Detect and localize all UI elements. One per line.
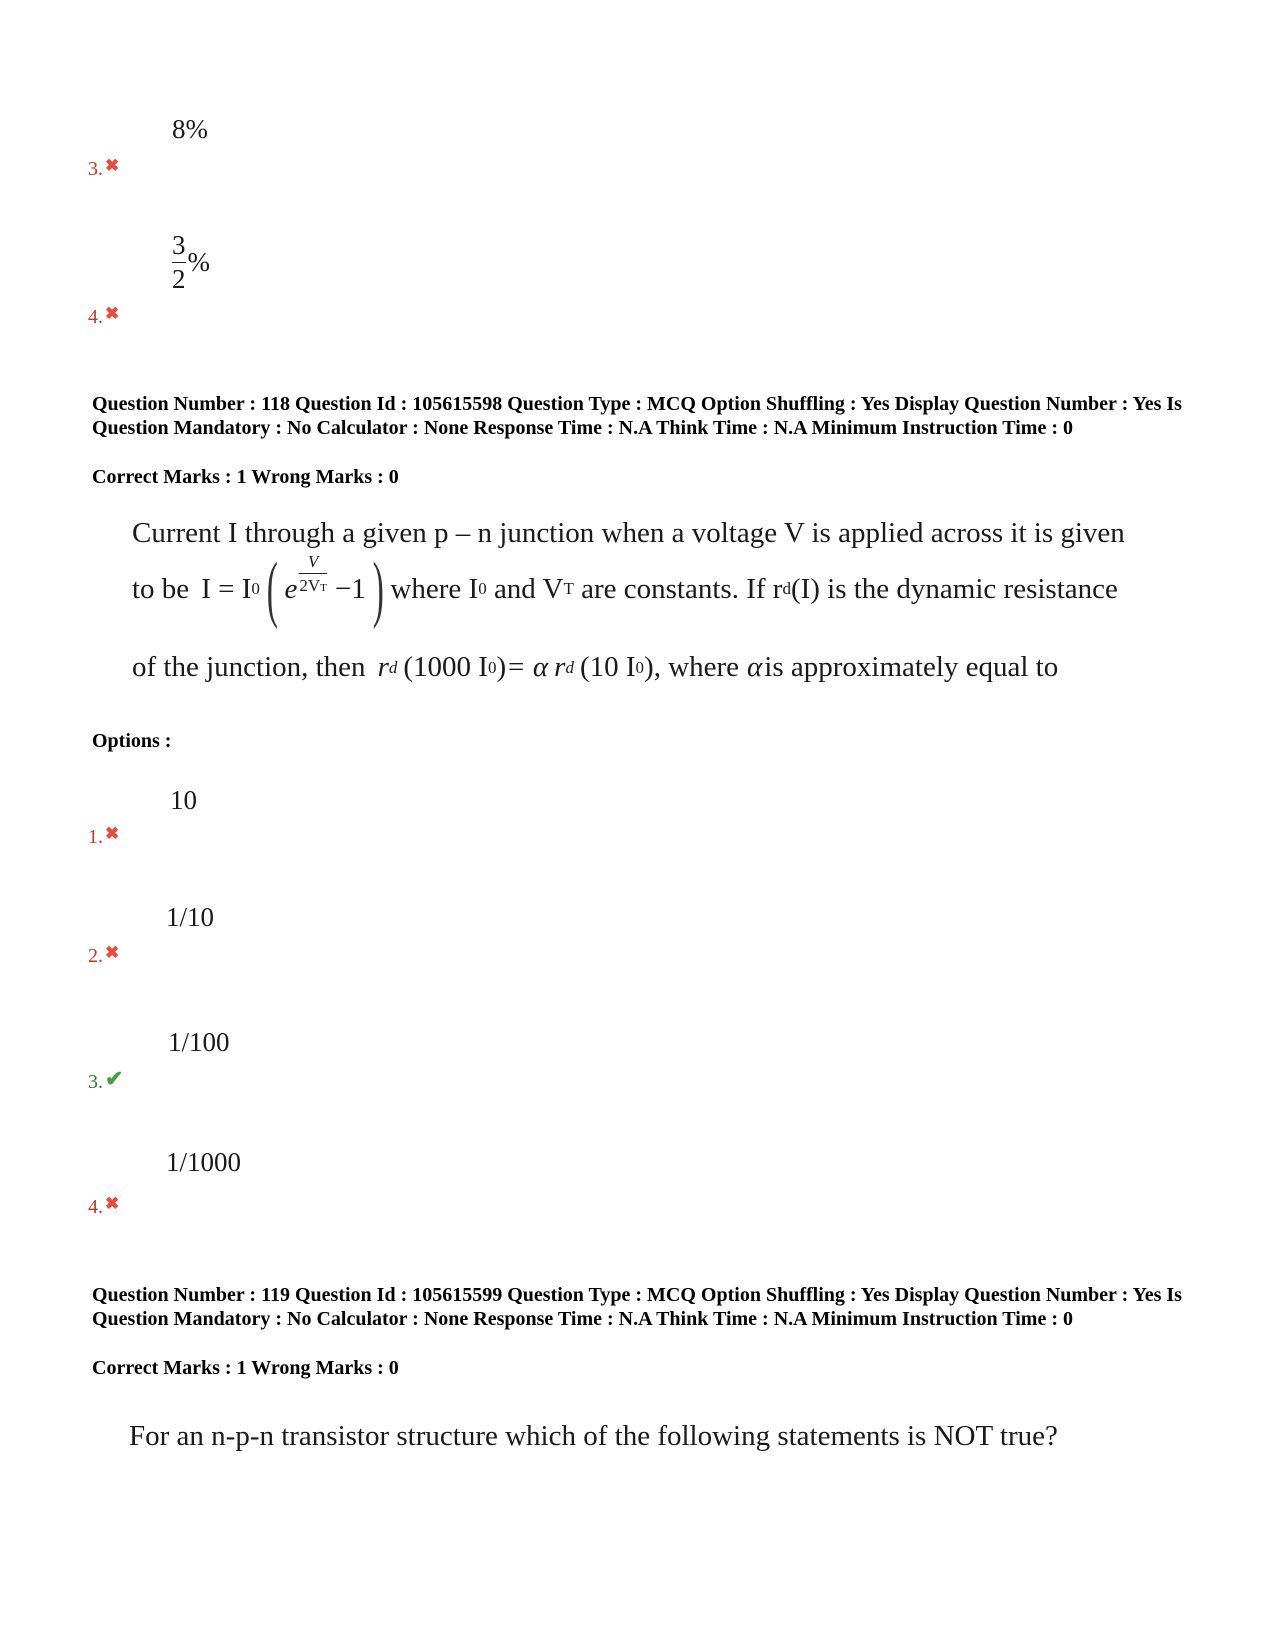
subscript: d xyxy=(782,579,791,598)
q118-option-3-value[interactable]: 1/100 xyxy=(168,1027,230,1057)
cross-icon: ✖ xyxy=(105,155,120,175)
q118-option-1-number xyxy=(88,823,120,849)
option-number: 3. xyxy=(88,158,103,180)
exp-numerator: V xyxy=(307,551,319,571)
percent-sign: % xyxy=(187,247,210,277)
q119-meta: Question Number : 119 Question Id : 105615599 Question Type : MCQ Option Shuffling : Yes Display Question Number : Yes Is Question Mandatory : No Calculator : None Response Time : N.A Think Time : N.A Minimum Instruction Time : 0 xyxy=(92,1284,1182,1330)
left-paren: ( xyxy=(266,548,278,630)
q118-option-4-value[interactable]: 1/1000 xyxy=(166,1147,242,1177)
subscript: d xyxy=(565,657,574,677)
q118-option-2-value[interactable]: 1/10 xyxy=(166,902,215,932)
text: where I xyxy=(390,572,479,605)
check-icon: ✔ xyxy=(105,1066,124,1091)
exp-den-text: 2V xyxy=(299,575,321,595)
exponent-fraction xyxy=(299,553,327,594)
cross-icon: ✖ xyxy=(105,303,120,323)
option-number: 3. xyxy=(88,1070,103,1093)
alpha-symbol: α xyxy=(747,651,763,683)
prev-option-4-number xyxy=(88,303,120,329)
fraction-bar xyxy=(172,262,186,263)
fraction xyxy=(172,232,186,293)
q118-option-2-number xyxy=(88,942,120,968)
argument: (1000 I xyxy=(403,651,488,683)
q118-option-1-value[interactable]: 10 xyxy=(170,785,197,815)
exp-den-sub: T xyxy=(320,581,327,594)
close-paren: ) xyxy=(496,651,507,683)
r-symbol: r xyxy=(554,651,566,683)
equals-alpha: = α xyxy=(506,651,549,683)
subscript: 0 xyxy=(478,579,487,598)
exp-base: e xyxy=(284,572,298,605)
q118-option-3-number xyxy=(88,1066,124,1095)
prev-option-3-number xyxy=(88,155,120,181)
q118-text-line3 xyxy=(132,651,1058,684)
exp-denominator xyxy=(299,577,327,594)
q119-marks: Correct Marks : 1 Wrong Marks : 0 xyxy=(92,1357,399,1379)
text: is approximately equal to xyxy=(764,651,1059,683)
text: of the junction, then xyxy=(132,651,366,683)
cross-icon: ✖ xyxy=(105,942,120,962)
minus-one: −1 xyxy=(334,572,366,605)
subscript: 0 xyxy=(487,657,497,677)
option-number: 2. xyxy=(88,945,103,967)
text: , where xyxy=(653,651,740,683)
text: and V xyxy=(486,572,564,605)
option-number: 4. xyxy=(88,306,103,328)
cross-icon: ✖ xyxy=(105,823,120,843)
text: are constants. If r xyxy=(573,572,783,605)
q118-text-line2 xyxy=(132,548,1118,630)
subscript: 0 xyxy=(251,579,260,598)
prev-option-3-value: 8% xyxy=(172,114,208,144)
r-symbol: r xyxy=(377,651,389,683)
text: to be xyxy=(132,572,190,605)
q118-marks: Correct Marks : 1 Wrong Marks : 0 xyxy=(92,466,399,488)
subscript: 0 xyxy=(635,657,645,677)
right-paren: ) xyxy=(372,548,384,630)
fraction-bar xyxy=(299,573,327,574)
option-number: 1. xyxy=(88,826,103,848)
q118-text-line1: Current I through a given p – n junction when a voltage V is applied across it is given xyxy=(132,517,1125,549)
q119-text: For an n-p-n transistor structure which of the following statements is NOT true? xyxy=(129,1420,1058,1452)
q118-option-4-number xyxy=(88,1193,120,1219)
denominator: 2 xyxy=(172,264,186,294)
subscript: d xyxy=(388,657,398,677)
argument: (10 I xyxy=(579,651,636,683)
formula-current: I = I xyxy=(201,572,252,605)
numerator: 3 xyxy=(172,230,186,260)
q118-options-label: Options : xyxy=(92,730,172,752)
q118-meta: Question Number : 118 Question Id : 105615598 Question Type : MCQ Option Shuffling : Yes Display Question Number : Yes Is Question Mandatory : No Calculator : None Response Time : N.A Think Time : N.A Minimum Instruction Time : 0 xyxy=(92,393,1182,439)
subscript: T xyxy=(563,579,574,598)
option-number: 4. xyxy=(88,1196,103,1218)
close-paren: ) xyxy=(644,651,654,683)
text: (I) is the dynamic resistance xyxy=(790,572,1118,605)
prev-option-4-value xyxy=(172,232,210,293)
cross-icon: ✖ xyxy=(105,1193,120,1213)
